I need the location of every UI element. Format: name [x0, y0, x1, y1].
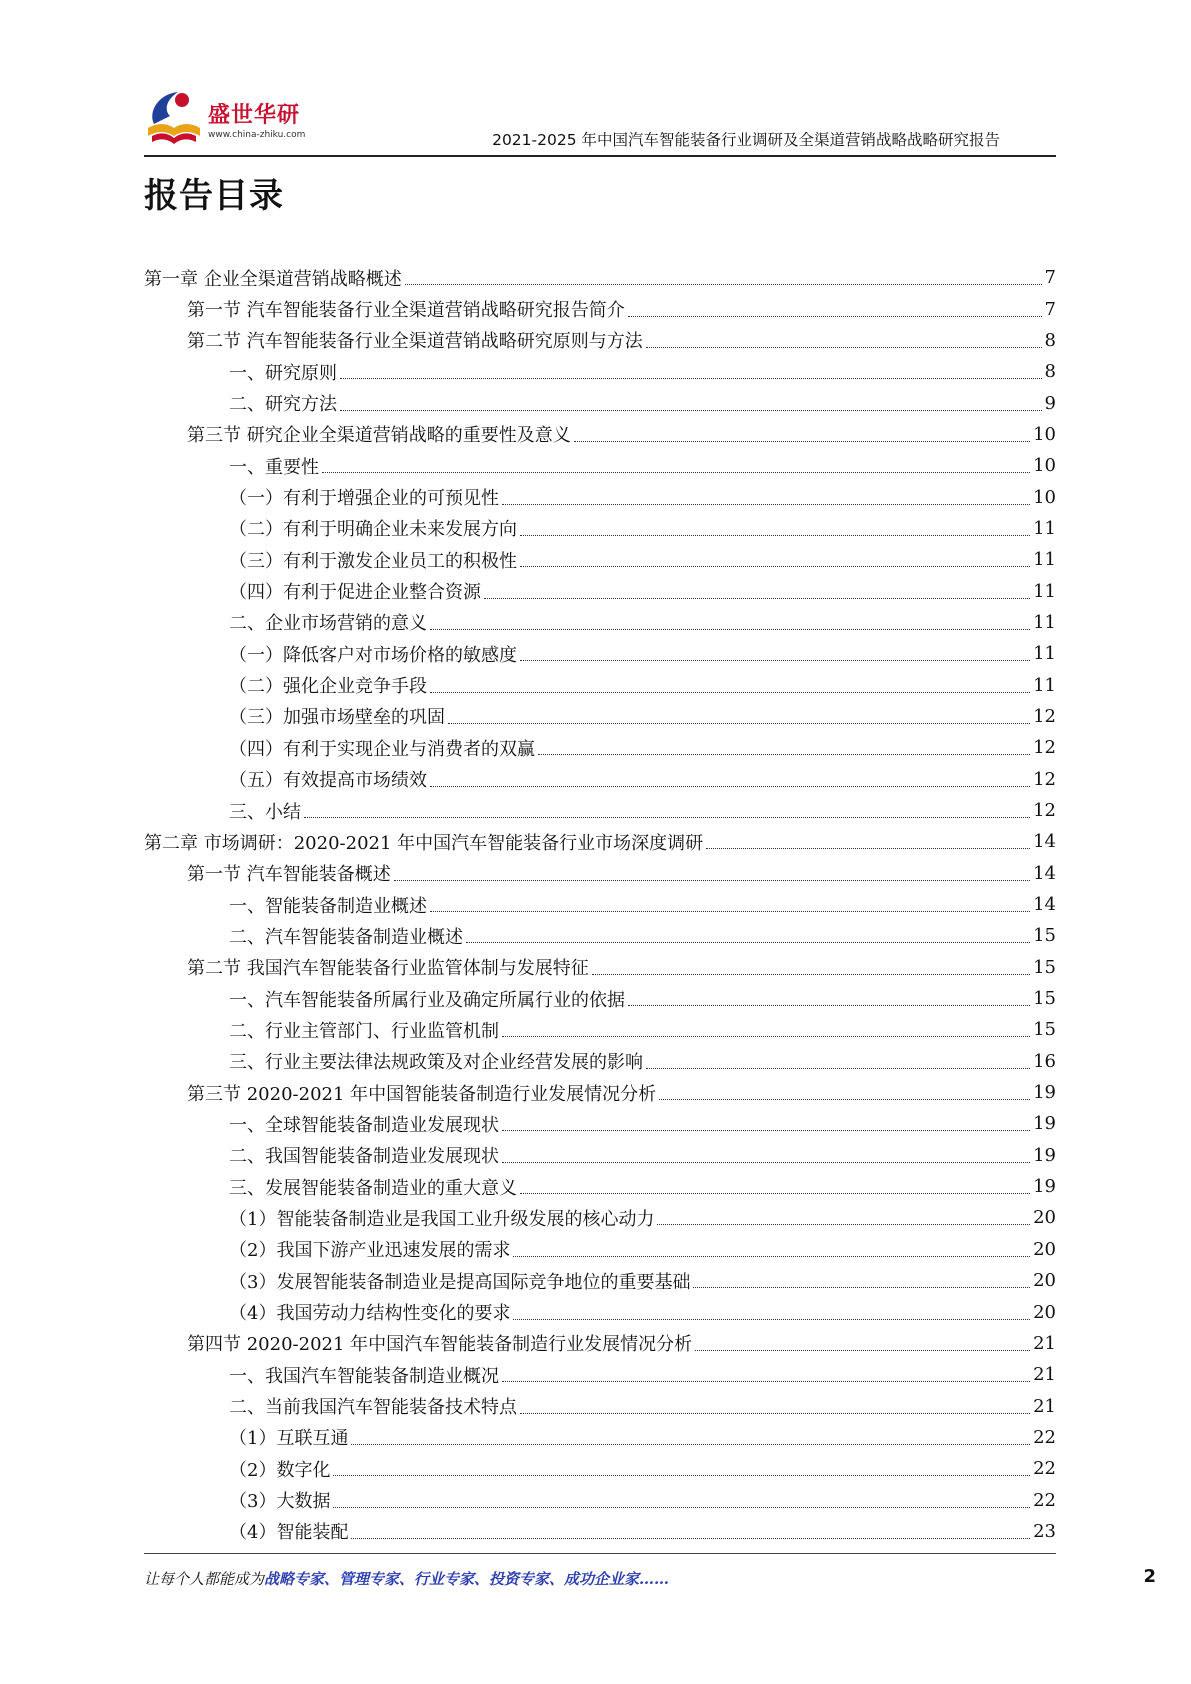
toc-entry[interactable]: [144, 983, 1056, 1014]
toc-entry-page: 16: [1033, 1050, 1056, 1072]
toc-entry-label: 二、当前我国汽车智能装备技术特点: [229, 1393, 519, 1419]
toc-entry-page: 15: [1033, 1019, 1056, 1041]
toc-entry-page: 22: [1033, 1458, 1056, 1480]
toc-entry-label: （4）智能装配: [229, 1518, 350, 1544]
toc-dot-leader: [333, 1507, 1030, 1508]
toc-entry-label: 三、行业主要法律法规政策及对企业经营发展的影响: [229, 1048, 645, 1074]
toc-entry[interactable]: [144, 1390, 1056, 1421]
toc-dot-leader: [520, 1193, 1030, 1194]
toc-entry-page: 12: [1033, 737, 1056, 759]
toc-entry[interactable]: [144, 1422, 1056, 1453]
toc-dot-leader: [430, 692, 1030, 693]
toc-dot-leader: [484, 598, 1030, 599]
toc-entry[interactable]: [144, 293, 1056, 324]
toc-entry[interactable]: [144, 1265, 1056, 1296]
table-of-contents: [144, 262, 1056, 1547]
toc-entry[interactable]: [144, 1453, 1056, 1484]
toc-entry[interactable]: [144, 387, 1056, 418]
toc-dot-leader: [466, 942, 1030, 943]
toc-entry-label: （2）数字化: [229, 1456, 332, 1482]
toc-entry-page: 21: [1033, 1332, 1056, 1354]
toc-entry-page: 12: [1033, 705, 1056, 727]
toc-dot-leader: [405, 284, 1042, 285]
toc-entry-page: 10: [1033, 455, 1056, 477]
footer-divider: [144, 1553, 1056, 1554]
toc-entry[interactable]: [144, 1484, 1056, 1515]
toc-entry-page: 20: [1033, 1270, 1056, 1292]
toc-dot-leader: [520, 660, 1030, 661]
toc-entry[interactable]: [144, 638, 1056, 669]
toc-entry-label: 二、行业主管部门、行业监管机制: [229, 1017, 501, 1043]
toc-dot-leader: [538, 754, 1030, 755]
toc-entry[interactable]: [144, 1359, 1056, 1390]
toc-entry-label: （3）大数据: [229, 1487, 332, 1513]
toc-entry-page: 15: [1033, 988, 1056, 1010]
toc-dot-leader: [502, 1381, 1030, 1382]
toc-dot-leader: [695, 1350, 1030, 1351]
toc-entry[interactable]: [144, 795, 1056, 826]
toc-entry-page: 19: [1033, 1113, 1056, 1135]
toc-entry-page: 12: [1033, 768, 1056, 790]
toc-entry-label: 三、小结: [229, 798, 303, 824]
toc-entry-label: 第二节 汽车智能装备行业全渠道营销战略研究原则与方法: [187, 327, 645, 353]
toc-entry-label: 第一节 汽车智能装备概述: [187, 860, 393, 886]
toc-dot-leader: [693, 1287, 1030, 1288]
toc-entry-page: 19: [1033, 1082, 1056, 1104]
toc-entry-page: 22: [1033, 1426, 1056, 1448]
toc-entry[interactable]: [144, 1234, 1056, 1265]
toc-dot-leader: [351, 1538, 1030, 1539]
toc-entry-label: 第一章 企业全渠道营销战略概述: [144, 265, 404, 291]
toc-entry-label: （五）有效提高市场绩效: [229, 766, 429, 792]
toc-entry[interactable]: [144, 481, 1056, 512]
toc-entry-label: （三）有利于激发企业员工的积极性: [229, 547, 519, 573]
toc-entry[interactable]: [144, 889, 1056, 920]
footer-highlight: 战略专家、管理专家、行业专家、投资专家、成功企业家……: [264, 1570, 670, 1588]
toc-entry-page: 11: [1033, 580, 1056, 602]
toc-entry-label: （三）加强市场壁垒的巩固: [229, 703, 447, 729]
toc-entry[interactable]: [144, 764, 1056, 795]
toc-entry-label: 第二章 市场调研：2020-2021 年中国汽车智能装备行业市场深度调研: [144, 829, 705, 855]
toc-dot-leader: [513, 1256, 1030, 1257]
toc-entry-label: 第三节 2020-2021 年中国智能装备制造行业发展情况分析: [187, 1080, 658, 1106]
toc-entry-label: （1）智能装备制造业是我国工业升级发展的核心动力: [229, 1205, 656, 1231]
toc-entry[interactable]: [144, 1328, 1056, 1359]
toc-entry[interactable]: [144, 325, 1056, 356]
toc-entry[interactable]: [144, 262, 1056, 293]
toc-entry-label: （一）有利于增强企业的可预见性: [229, 484, 501, 510]
page-heading: 报告目录: [144, 176, 284, 216]
toc-entry-page: 14: [1033, 831, 1056, 853]
toc-entry-page: 12: [1033, 800, 1056, 822]
toc-dot-leader: [304, 817, 1030, 818]
toc-entry-label: 二、研究方法: [229, 390, 339, 416]
toc-entry[interactable]: [144, 1140, 1056, 1171]
toc-entry-label: （1）互联互通: [229, 1424, 350, 1450]
toc-entry-label: 三、发展智能装备制造业的重大意义: [229, 1174, 519, 1200]
toc-entry-page: 19: [1033, 1144, 1056, 1166]
toc-dot-leader: [646, 1068, 1030, 1069]
toc-dot-leader: [333, 1475, 1030, 1476]
toc-entry-page: 10: [1033, 486, 1056, 508]
toc-entry[interactable]: [144, 450, 1056, 481]
toc-dot-leader: [340, 410, 1042, 411]
toc-entry[interactable]: [144, 356, 1056, 387]
footer-slogan: [144, 1568, 1056, 1589]
toc-dot-leader: [520, 535, 1030, 536]
toc-entry-label: 第二节 我国汽车智能装备行业监管体制与发展特征: [187, 954, 591, 980]
toc-entry[interactable]: [144, 575, 1056, 606]
toc-entry-label: （二）有利于明确企业未来发展方向: [229, 515, 519, 541]
toc-entry[interactable]: [144, 1171, 1056, 1202]
toc-entry-page: 19: [1033, 1176, 1056, 1198]
toc-dot-leader: [394, 880, 1030, 881]
toc-entry-page: 8: [1044, 361, 1056, 383]
toc-entry[interactable]: [144, 419, 1056, 450]
toc-entry-label: （一）降低客户对市场价格的敏感度: [229, 641, 519, 667]
toc-entry-page: 23: [1033, 1520, 1056, 1542]
toc-dot-leader: [592, 974, 1030, 975]
toc-entry[interactable]: [144, 1014, 1056, 1045]
toc-dot-leader: [628, 1005, 1030, 1006]
toc-dot-leader: [502, 504, 1030, 505]
toc-entry-label: 二、汽车智能装备制造业概述: [229, 923, 465, 949]
toc-entry-page: 9: [1044, 392, 1056, 414]
toc-entry-page: 10: [1033, 423, 1056, 445]
toc-entry-page: 7: [1044, 298, 1056, 320]
toc-entry[interactable]: [144, 1077, 1056, 1108]
toc-dot-leader: [430, 786, 1030, 787]
toc-dot-leader: [706, 848, 1030, 849]
toc-entry-page: 22: [1033, 1489, 1056, 1511]
toc-entry[interactable]: [144, 544, 1056, 575]
toc-dot-leader: [502, 1130, 1030, 1131]
toc-dot-leader: [502, 1162, 1030, 1163]
toc-entry-label: 一、全球智能装备制造业发展现状: [229, 1111, 501, 1137]
page-header: [144, 80, 1056, 158]
toc-dot-leader: [574, 441, 1030, 442]
toc-entry[interactable]: [144, 1046, 1056, 1077]
toc-entry-label: （4）我国劳动力结构性变化的要求: [229, 1299, 512, 1325]
toc-entry-page: 14: [1033, 894, 1056, 916]
toc-dot-leader: [340, 378, 1042, 379]
toc-entry-page: 21: [1033, 1364, 1056, 1386]
toc-entry[interactable]: [144, 1516, 1056, 1547]
toc-entry-label: 一、研究原则: [229, 359, 339, 385]
toc-entry[interactable]: [144, 1108, 1056, 1139]
toc-dot-leader: [520, 1413, 1030, 1414]
toc-entry-label: 第一节 汽车智能装备行业全渠道营销战略研究报告简介: [187, 296, 627, 322]
footer-lead: 让每个人都能成为: [144, 1570, 265, 1588]
toc-entry[interactable]: [144, 920, 1056, 951]
toc-entry[interactable]: [144, 513, 1056, 544]
toc-entry-page: 20: [1033, 1238, 1056, 1260]
toc-dot-leader: [502, 1036, 1030, 1037]
toc-dot-leader: [628, 316, 1042, 317]
toc-entry-label: 一、我国汽车智能装备制造业概况: [229, 1362, 501, 1388]
company-logo: [144, 84, 314, 150]
toc-entry[interactable]: [144, 732, 1056, 763]
toc-entry-label: （2）我国下游产业迅速发展的需求: [229, 1236, 512, 1262]
toc-entry-label: 二、我国智能装备制造业发展现状: [229, 1142, 501, 1168]
toc-entry-label: 一、汽车智能装备所属行业及确定所属行业的依据: [229, 986, 627, 1012]
toc-entry[interactable]: [144, 1202, 1056, 1233]
toc-dot-leader: [430, 629, 1030, 630]
toc-entry[interactable]: [144, 858, 1056, 889]
toc-entry-page: 11: [1033, 611, 1056, 633]
toc-entry[interactable]: [144, 1296, 1056, 1327]
toc-dot-leader: [513, 1319, 1030, 1320]
logo-name: 盛世华研: [208, 103, 301, 128]
toc-dot-leader: [657, 1224, 1030, 1225]
toc-entry[interactable]: [144, 952, 1056, 983]
toc-entry-page: 14: [1033, 862, 1056, 884]
toc-entry-page: 15: [1033, 925, 1056, 947]
toc-entry-label: （3）发展智能装备制造业是提高国际竞争地位的重要基础: [229, 1268, 692, 1294]
toc-entry-label: 二、企业市场营销的意义: [229, 609, 429, 635]
logo-url: www.china-zhiku.com: [208, 130, 306, 140]
toc-entry-page: 11: [1033, 549, 1056, 571]
page-number: 2: [1143, 1566, 1156, 1587]
header-divider: [144, 155, 1056, 157]
toc-entry[interactable]: [144, 607, 1056, 638]
toc-entry-label: 一、智能装备制造业概述: [229, 892, 429, 918]
toc-entry-page: 11: [1033, 517, 1056, 539]
toc-entry-page: 15: [1033, 956, 1056, 978]
toc-entry-label: 第三节 研究企业全渠道营销战略的重要性及意义: [187, 421, 573, 447]
toc-dot-leader: [351, 1444, 1030, 1445]
toc-entry-page: 11: [1033, 643, 1056, 665]
toc-entry-page: 21: [1033, 1395, 1056, 1417]
logo-emblem-icon: [144, 84, 208, 150]
report-title: 2021-2025 年中国汽车智能装备行业调研及全渠道营销战略战略研究报告: [492, 131, 1000, 149]
toc-entry[interactable]: [144, 669, 1056, 700]
toc-entry-page: 11: [1033, 674, 1056, 696]
toc-entry-page: 20: [1033, 1301, 1056, 1323]
toc-entry-label: （四）有利于促进企业整合资源: [229, 578, 483, 604]
toc-entry-page: 7: [1044, 267, 1056, 289]
toc-entry[interactable]: [144, 701, 1056, 732]
toc-entry-label: 第四节 2020-2021 年中国汽车智能装备制造行业发展情况分析: [187, 1330, 694, 1356]
toc-dot-leader: [520, 566, 1030, 567]
toc-entry[interactable]: [144, 826, 1056, 857]
toc-dot-leader: [448, 723, 1030, 724]
toc-entry-page: 20: [1033, 1207, 1056, 1229]
toc-dot-leader: [322, 472, 1030, 473]
toc-entry-label: （二）强化企业竞争手段: [229, 672, 429, 698]
toc-dot-leader: [646, 347, 1042, 348]
toc-entry-label: 一、重要性: [229, 453, 321, 479]
toc-dot-leader: [430, 911, 1030, 912]
toc-entry-page: 8: [1044, 329, 1056, 351]
toc-dot-leader: [659, 1099, 1030, 1100]
toc-entry-label: （四）有利于实现企业与消费者的双赢: [229, 735, 537, 761]
